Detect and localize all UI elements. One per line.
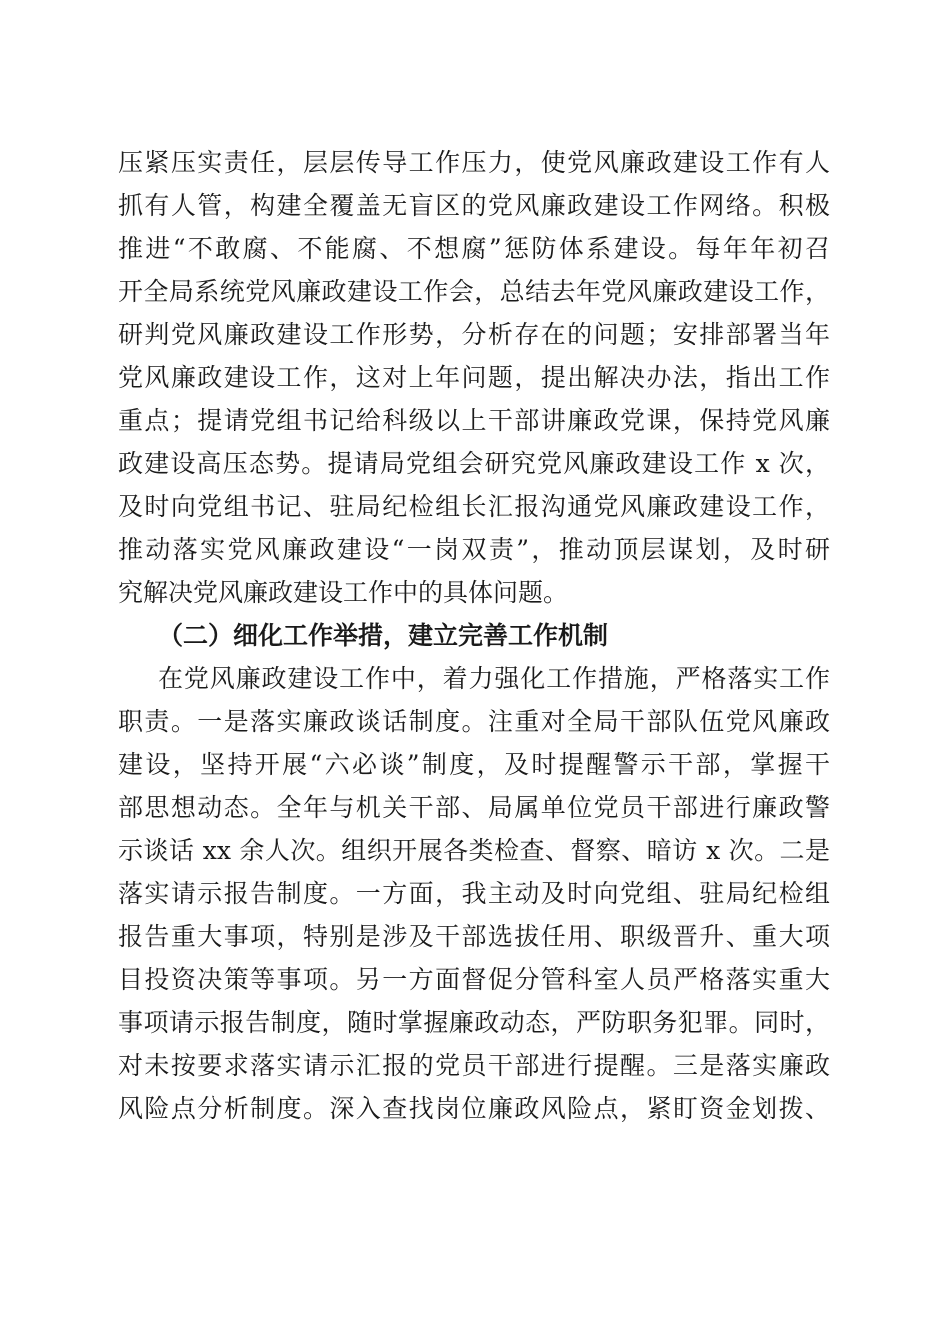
paragraph-1-line-4: 开全局系统党风廉政建设工作会，总结去年党风廉政建设工作，: [118, 277, 830, 306]
paragraph-1-line-7: 重点；提请党组书记给科级以上干部讲廉政党课，保持党风廉: [118, 406, 830, 435]
paragraph-1-line-3: 推进“不敢腐、不能腐、不想腐”惩防体系建设。每年年初召: [118, 234, 830, 263]
section-heading: （二）细化工作举措，建立完善工作机制: [158, 621, 609, 650]
paragraph-1-line-1: 压紧压实责任，层层传导工作压力，使党风廉政建设工作有人: [118, 148, 830, 177]
paragraph-2-line-3: 建设，坚持开展“六必谈”制度，及时提醒警示干部，掌握干: [118, 750, 830, 779]
paragraph-1-line-5: 研判党风廉政建设工作形势，分析存在的问题；安排部署当年: [118, 320, 830, 349]
paragraph-1-line-6: 党风廉政建设工作，这对上年问题，提出解决办法，指出工作: [118, 363, 830, 392]
paragraph-2-line-2: 职责。一是落实廉政谈话制度。注重对全局干部队伍党风廉政: [118, 707, 830, 736]
paragraph-2-line-5: 示谈话 xx 余人次。组织开展各类检查、督察、暗访 x 次。二是: [118, 836, 830, 865]
paragraph-1-line-8: 政建设高压态势。提请局党组会研究党风廉政建设工作 x 次，: [118, 449, 830, 478]
paragraph-2-line-4: 部思想动态。全年与机关干部、局属单位党员干部进行廉政警: [118, 793, 830, 822]
paragraph-1-line-9: 及时向党组书记、驻局纪检组长汇报沟通党风廉政建设工作，: [118, 492, 830, 521]
paragraph-1-line-11: 究解决党风廉政建设工作中的具体问题。: [118, 578, 569, 607]
paragraph-2-line-7: 报告重大事项，特别是涉及干部选拔任用、职级晋升、重大项: [118, 922, 830, 951]
paragraph-2-line-10: 对未按要求落实请示汇报的党员干部进行提醒。三是落实廉政: [118, 1051, 830, 1080]
paragraph-2-line-9: 事项请示报告制度，随时掌握廉政动态，严防职务犯罪。同时，: [118, 1008, 830, 1037]
paragraph-1-line-2: 抓有人管，构建全覆盖无盲区的党风廉政建设工作网络。积极: [118, 191, 830, 220]
paragraph-1-line-10: 推动落实党风廉政建设“一岗双责”，推动顶层谋划，及时研: [118, 535, 830, 564]
paragraph-2-line-11: 风险点分析制度。深入查找岗位廉政风险点，紧盯资金划拨、: [118, 1094, 830, 1123]
paragraph-2-line-1: 在党风廉政建设工作中，着力强化工作措施，严格落实工作: [158, 664, 830, 693]
paragraph-2-line-6: 落实请示报告制度。一方面，我主动及时向党组、驻局纪检组: [118, 879, 830, 908]
paragraph-2-line-8: 目投资决策等事项。另一方面督促分管科室人员严格落实重大: [118, 965, 830, 994]
